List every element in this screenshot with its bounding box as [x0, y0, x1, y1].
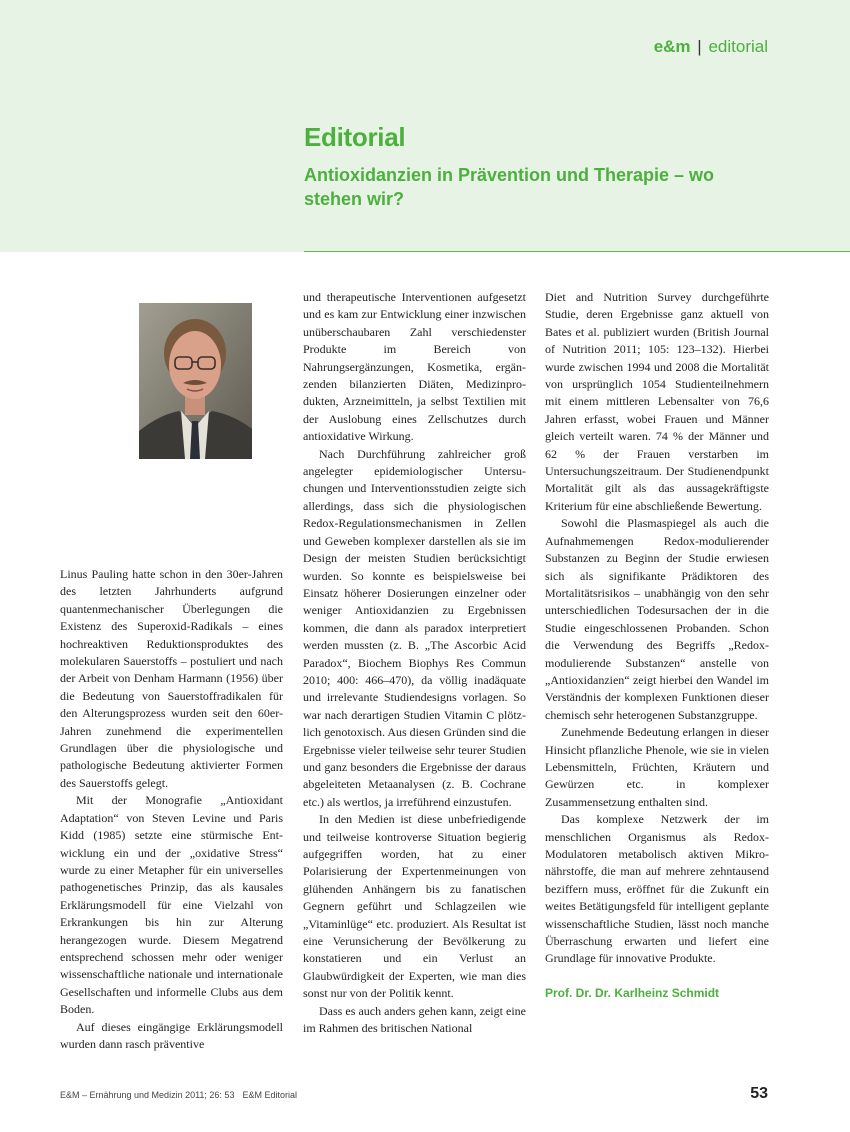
paragraph: Das komplexe Netzwerk der im menschlichen Organismus als Redox-Modulatoren metabolisch aktiven Mikronährstoffe, die man auf mehrere zehntausend beziffern muss, eröffnet für die Zukunft ein weites Betätigungsfeld für intelligent geplante wissenschaftliche Studien, lässt noch manche Überraschung erwarten und liefert eine Grundlage für innovative Produkte. — [545, 812, 769, 966]
brand-separator: | — [697, 37, 702, 56]
author-signature: Prof. Dr. Dr. Karlheinz Schmidt — [545, 985, 720, 1000]
footer-section: E&M Editorial — [242, 1090, 297, 1100]
author-portrait-photo-icon — [139, 303, 252, 459]
paragraph: Sowohl die Plasmaspiegel als auch die Aufnahmemengen Redox-modulierender Substanzen zu Beginn der Studie erwiesen sich als signifikante Prädiktoren des Mortalitätsrisikos – unabhängig von den sehr unterschiedlichen Todesursachen der in die Studie eingeschlossenen Probanden. Schon die Verwendung des Begriffs „Redox-modulierende Substanzen“ anstelle von „Antioxidanzien“ zeigt hierbei den Wandel im Verständnis der komplexen Funktionen dieser chemisch sehr heterogenen Substanzgruppe. — [545, 516, 769, 722]
footer-citation: E&M – Ernährung und Medizin 2011; 26: 53 — [60, 1090, 235, 1100]
paragraph: Diet and Nutrition Survey durchgeführte Studie, deren Ergebnisse ganz aktuell von Bates et al. publiziert wurden (British Journal of Nutrition 2011; 105: 123–132). Hierbei wurde zwischen 1994 und 2008 die Mortalität von ursprünglich 1054 Studienteilnehmern mit einem mittleren Lebensalter von 76,6 Jahren erfasst, wobei Frauen und Männer gleich verteilt waren. 74 % der Männer und 62 % der Frauen verstarben im Untersuchungszeitraum. Der Studienendpunkt Mortalität gilt als das aussagekräftigste Kriterium für eine abschließende Bewertung. — [545, 290, 769, 513]
paragraph: und therapeutische Interventionen aufgesetzt und es kam zur Entwicklung einer inzwischen unüberschaubaren Zahl verschiedenster Produkte im Bereich von Nahrungsergänzungen, Kosmetika, ergänzenden bilanzierten Diäten, Medizinprodukten, Arzneimitteln, ja selbst Textilien mit der Auslobung eines Zellschutzes durch antioxidative Wirkung. — [303, 290, 526, 444]
page-title: Editorial — [304, 122, 406, 152]
paragraph: Auf dieses eingängige Erklärungsmodell wurden dann rasch präventive — [60, 1019, 283, 1051]
paragraph: Dass es auch anders gehen kann, zeigt eine im Rahmen des britischen National — [303, 1003, 526, 1036]
footer-citation-line — [60, 1090, 297, 1100]
article-column-3 — [545, 289, 769, 1002]
paragraph: Nach Durchführung zahlreicher groß angelegter epidemiologischer Untersuchungen und Interventionsstudien zeigte sich allerdings, dass sich die physiologischen Redox-Regulationsmechanismen in Zellen und Geweben komplexer darstellen als sie im Design der meisten Studien berücksichtigt wurden. So konnte es beispielsweise bei Einsatz höherer Dosierungen einzelner oder weniger Antioxidanzien zu Ergebnissen kommen, die dann als paradox interpretiert werden mussten (z. B. „The Ascorbic Acid Paradox“, Biochem Biophys Res Commun 2010; 400: 466–470), da völlig inadäquate und irrelevante Studiendesigns vorlagen. So war nach derartigen Studien Vitamin C plötzlich genotoxisch. Aus diesen Gründen sind die Ergebnisse vieler teilweise sehr teurer Studien und ganz besonders die Ergebnisse der daraus abgeleiteten Metaanalysen (z. B. Cochrane etc.) als wertlos, ja irreführend einzustufen. — [303, 446, 526, 809]
paragraph: Zunehmende Bedeutung erlangen in dieser Hinsicht pflanzliche Phenole, wie sie in vielen Lebensmitteln, Früchten, Kräutern und Gewürzen etc. in komplexer Zusammensetzung enthalten sind. — [545, 725, 769, 809]
article-column-1 — [60, 566, 283, 1053]
paragraph: In den Medien ist diese unbefriedigende und teilweise kontroverse Situation begierig aufgegriffen worden, hat zu einer Polarisierung der Expertenmeinungen von glühenden Anhängern bis zu fanatischen Gegnern geführt und Schlagzeilen wie „Vitaminlüge“ etc. produziert. Als Resultat ist eine Verunsicherung der Bevölkerung zu konstatieren und ein Verlust an Glaubwürdigkeit der Experten, wie man dies sonst nur von der Politik kennt. — [303, 812, 526, 1001]
brand-logo-text: e&m — [653, 37, 691, 56]
header-divider — [304, 251, 850, 252]
journal-brand — [654, 37, 768, 57]
page-subtitle: Antioxidanzien in Prävention und Therapie – wo stehen wir? — [304, 165, 715, 209]
paragraph: Mit der Monografie „Antioxidant Adaptation“ von Steven Levine und Paris Kidd (1985) setzte eine stürmische Entwicklung ein und der „oxidative Stress“ wurde zu einer Metapher für ein universelles pathogenetisches Prinzip, das als kausales Erklärungsmodell für eine Vielzahl von Erkrankungen bis hin zur Alterung herangezogen wurde. Diesem Megatrend entsprechend schossen mehr oder weniger wissenschaftliche nationale und internationale Gesellschaften und informelle Clubs aus dem Boden. — [60, 793, 283, 1017]
paragraph: Linus Pauling hatte schon in den 30er-Jahren des letzten Jahrhunderts aufgrund quantenmechanischer Überlegungen die Existenz des Superoxid-Radikals – eines hochreaktiven Reduktionsproduktes des molekularen Sauerstoffs – postuliert und nach der Arbeit von Denham Harmann (1956) über die Bedeutung von Sauerstoffradikalen für den Alterungsprozess wurden seit den 60er-Jahren zunehmend die experimentellen Grundlagen über die physiologische und pathologische Bedeutung aktivierter Formen des Sauerstoffs gelegt. — [60, 567, 283, 790]
page-number: 53 — [750, 1085, 768, 1102]
author-portrait — [139, 303, 252, 459]
brand-section: editorial — [708, 37, 768, 56]
article-column-2 — [303, 289, 526, 1037]
